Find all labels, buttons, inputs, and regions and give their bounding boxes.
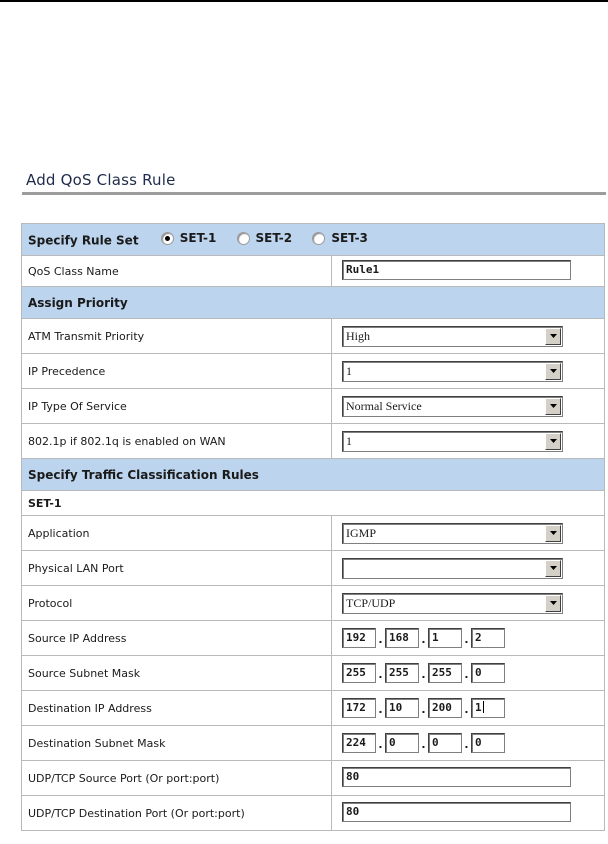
traffic-rules-header-row — [22, 459, 605, 491]
destination-ip-row — [22, 691, 605, 726]
destination-mask-label: Destination Subnet Mask — [22, 726, 332, 761]
destination-ip-octet-1[interactable]: 172 — [342, 698, 376, 718]
dot-separator: . — [464, 738, 469, 751]
tos-row — [22, 389, 605, 424]
class-name-input[interactable]: Rule1 — [342, 260, 571, 280]
tos-value: Normal Service — [346, 398, 422, 413]
destination-ip-octet-4-value: 1 — [475, 701, 482, 714]
ip-precedence-value: 1 — [346, 363, 352, 378]
radio-set-1-label: SET-1 — [179, 231, 217, 246]
source-mask-row — [22, 656, 605, 691]
chevron-down-icon[interactable] — [545, 363, 561, 380]
ip-precedence-select[interactable] — [342, 361, 563, 382]
chevron-down-icon[interactable] — [545, 525, 561, 542]
chevron-down-icon[interactable] — [545, 433, 561, 450]
source-mask-octet-3[interactable]: 255 — [428, 663, 462, 683]
destination-mask-octet-2[interactable]: 0 — [385, 733, 419, 753]
rule-set-row — [22, 224, 605, 256]
radio-button-icon[interactable] — [237, 232, 250, 245]
source-ip-octet-2[interactable]: 168 — [385, 628, 419, 648]
source-port-input[interactable]: 80 — [342, 767, 571, 787]
dot1p-value: 1 — [346, 433, 352, 448]
class-name-row — [22, 256, 605, 287]
traffic-rules-header: Specify Traffic Classification Rules — [22, 459, 605, 491]
destination-mask-input — [342, 731, 505, 755]
source-mask-octet-2[interactable]: 255 — [385, 663, 419, 683]
dot-separator: . — [378, 703, 383, 716]
dot1p-row — [22, 424, 605, 459]
source-mask-octet-1[interactable]: 255 — [342, 663, 376, 683]
radio-button-icon[interactable] — [312, 232, 325, 245]
source-ip-row — [22, 621, 605, 656]
radio-set-1[interactable] — [161, 231, 217, 245]
protocol-row — [22, 586, 605, 621]
ip-precedence-label: IP Precedence — [22, 354, 332, 389]
chevron-down-icon[interactable] — [545, 398, 561, 415]
title-divider — [22, 192, 606, 195]
rule-set-radio-group — [161, 231, 384, 248]
destination-mask-octet-1[interactable]: 224 — [342, 733, 376, 753]
dot1p-label: 802.1p if 802.1q is enabled on WAN — [22, 424, 332, 459]
dot-separator: . — [378, 668, 383, 681]
source-port-row — [22, 761, 605, 796]
source-mask-octet-4[interactable]: 0 — [471, 663, 505, 683]
atm-priority-select[interactable] — [342, 326, 563, 347]
radio-set-3-label: SET-3 — [331, 231, 368, 246]
top-border — [0, 0, 608, 2]
dot-separator: . — [464, 703, 469, 716]
atm-priority-label: ATM Transmit Priority — [22, 319, 332, 354]
lan-port-row — [22, 551, 605, 586]
application-label: Application — [22, 516, 332, 551]
qos-rule-form — [21, 223, 605, 831]
destination-port-row — [22, 796, 605, 831]
protocol-select[interactable] — [342, 593, 563, 614]
protocol-label: Protocol — [22, 586, 332, 621]
destination-ip-octet-4[interactable] — [471, 698, 505, 718]
source-port-label: UDP/TCP Source Port (Or port:port) — [22, 761, 332, 796]
source-ip-label: Source IP Address — [22, 621, 332, 656]
chevron-down-icon[interactable] — [545, 328, 561, 345]
dot-separator: . — [421, 668, 426, 681]
application-select[interactable] — [342, 523, 563, 544]
tos-select[interactable] — [342, 396, 563, 417]
destination-ip-octet-3[interactable]: 200 — [428, 698, 462, 718]
set-name-row — [22, 491, 605, 516]
source-ip-octet-1[interactable]: 192 — [342, 628, 376, 648]
application-row — [22, 516, 605, 551]
tos-label: IP Type Of Service — [22, 389, 332, 424]
dot-separator: . — [421, 738, 426, 751]
destination-ip-octet-2[interactable]: 10 — [385, 698, 419, 718]
destination-port-input[interactable]: 80 — [342, 802, 571, 822]
atm-priority-row — [22, 319, 605, 354]
dot1p-select[interactable] — [342, 431, 563, 452]
lan-port-select[interactable] — [342, 558, 563, 579]
source-mask-label: Source Subnet Mask — [22, 656, 332, 691]
protocol-value: TCP/UDP — [346, 595, 396, 610]
assign-priority-header: Assign Priority — [22, 287, 605, 319]
text-cursor — [483, 701, 484, 713]
radio-button-icon[interactable] — [161, 232, 174, 245]
destination-ip-input — [342, 696, 505, 720]
radio-set-2-label: SET-2 — [255, 231, 293, 246]
set-name-label: SET-1 — [22, 491, 605, 516]
destination-ip-label: Destination IP Address — [22, 691, 332, 726]
dot-separator: . — [464, 633, 469, 646]
page-title: Add QoS Class Rule — [26, 171, 176, 189]
ip-precedence-row — [22, 354, 605, 389]
dot-separator: . — [378, 738, 383, 751]
chevron-down-icon[interactable] — [545, 595, 561, 612]
assign-priority-header-row — [22, 287, 605, 319]
destination-mask-row — [22, 726, 605, 761]
atm-priority-value: High — [346, 328, 370, 343]
dot-separator: . — [421, 703, 426, 716]
rule-set-label: Specify Rule Set — [28, 233, 139, 248]
source-mask-input — [342, 661, 505, 685]
dot-separator: . — [421, 633, 426, 646]
dot-separator: . — [378, 633, 383, 646]
destination-mask-octet-3[interactable]: 0 — [428, 733, 462, 753]
radio-set-2[interactable] — [237, 231, 293, 245]
dot-separator: . — [464, 668, 469, 681]
source-ip-octet-3[interactable]: 1 — [428, 628, 462, 648]
source-ip-octet-4[interactable]: 2 — [471, 628, 505, 648]
destination-mask-octet-4[interactable]: 0 — [471, 733, 505, 753]
chevron-down-icon[interactable] — [545, 560, 561, 577]
source-ip-input — [342, 626, 505, 650]
destination-port-label: UDP/TCP Destination Port (Or port:port) — [22, 796, 332, 831]
application-value: IGMP — [346, 525, 377, 540]
radio-set-3[interactable] — [312, 231, 368, 245]
lan-port-label: Physical LAN Port — [22, 551, 332, 586]
class-name-label: QoS Class Name — [22, 256, 332, 287]
